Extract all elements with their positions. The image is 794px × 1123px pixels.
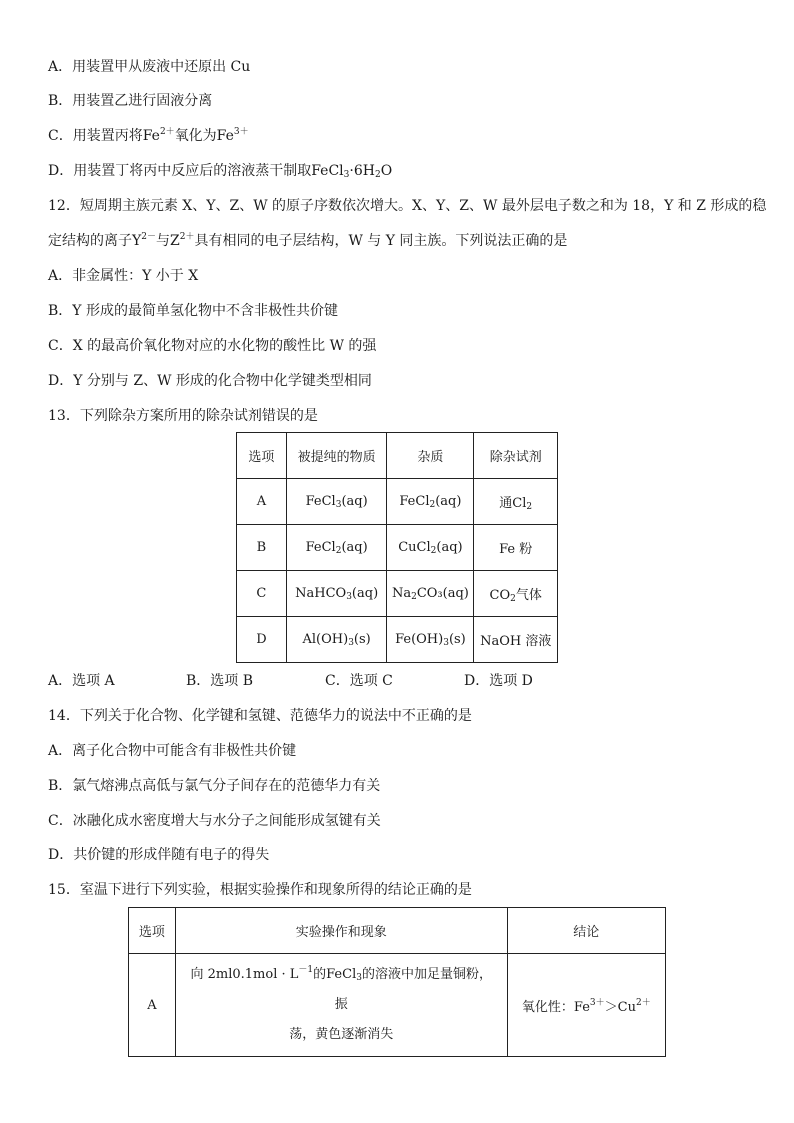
q12-option-a: A．非金属性：Y 小于 X: [48, 268, 199, 284]
q15-table: [128, 907, 666, 1057]
q12-option-d: D．Y 分别与 Z、W 形成的化合物中化学键类型相同: [48, 373, 372, 389]
q14-option-b: B．氯气熔沸点高低与氯气分子间存在的范德华力有关: [48, 778, 381, 794]
q14-option-c: C．冰融化成水密度增大与水分子之间能形成氢键有关: [48, 813, 381, 829]
table-header-row: [237, 433, 558, 479]
q11-d-text3: O: [380, 163, 393, 179]
q13-option-d: D．选项 D: [464, 673, 533, 689]
table-header-cell: 杂质: [387, 433, 474, 479]
table-cell-reagent: 通$Cl_2$: [474, 479, 558, 525]
table-cell-option: B: [237, 525, 287, 571]
q11-c-text: C．用装置丙将Fe: [48, 128, 160, 144]
table-row: [237, 525, 558, 571]
table-cell-impurity: CuCl$_2$(aq): [387, 525, 474, 571]
table-cell-impurity: $Na_2CO_3(aq)$: [387, 571, 474, 617]
table-row: [237, 617, 558, 663]
q11-c-sup2: 3＋: [233, 127, 249, 137]
table-header-cell: 选项: [129, 908, 176, 954]
q14-stem: 14．下列关于化合物、化学键和氢键、范德华力的说法中不正确的是: [48, 708, 472, 724]
table-header-cell: 选项: [237, 433, 287, 479]
table-cell-operation: 向 $2ml0.1mol \cdot L^{-1}$的FeCl$_3$的溶液中加足量铜粉，振 荡，黄色逐渐消失: [175, 954, 507, 1057]
q12-line2-text2: 与Z: [155, 233, 180, 249]
q11-option-a: A．用装置甲从废液中还原出 Cu: [48, 59, 251, 75]
table-header-cell: 结论: [507, 908, 665, 954]
q11-option-d: [48, 162, 392, 180]
q13-table: [236, 432, 558, 663]
table-header-cell: 除杂试剂: [474, 433, 558, 479]
table-cell-reagent: $CO_2$气体: [474, 571, 558, 617]
table-cell-substance: FeCl$_3$(aq): [286, 479, 387, 525]
table-cell-option: C: [237, 571, 287, 617]
q12-line2-text3: 具有相同的电子层结构，W 与 Y 同主族。下列说法正确的是: [194, 233, 568, 249]
q13-option-a: A．选项 A: [48, 673, 115, 689]
q12-line2-sup1: 2－: [141, 232, 156, 242]
q11-d-sub2: 2: [374, 170, 381, 180]
q12-line2-text: 定结构的离子Y: [48, 233, 142, 249]
q12-stem-line2: [48, 232, 567, 250]
table-cell-option: A: [129, 954, 176, 1057]
q11-d-sub: 3: [343, 170, 350, 180]
table-cell-substance: NaHCO$_3$(aq): [286, 571, 387, 617]
q12-option-c: C．X 的最高价氧化物对应的水化物的酸性比 W 的强: [48, 338, 377, 354]
q11-option-b: B．用装置乙进行固液分离: [48, 93, 213, 109]
q11-option-c: [48, 127, 249, 145]
q14-option-a: A．离子化合物中可能含有非极性共价键: [48, 743, 297, 759]
table-row: [237, 571, 558, 617]
q11-d-text2: ·6H: [349, 163, 375, 179]
q11-d-text: D．用装置丁将丙中反应后的溶液蒸干制取FeCl: [48, 163, 344, 179]
table-header-row: [129, 908, 666, 954]
q14-option-d: D．共价键的形成伴随有电子的得失: [48, 847, 270, 863]
q13-option-c: C．选项 C: [325, 673, 393, 689]
q11-c-sup1: 2＋: [159, 127, 175, 137]
table-cell-option: D: [237, 617, 287, 663]
table-cell-reagent: NaOH 溶液: [474, 617, 558, 663]
q11-c-text2: 氧化为Fe: [174, 128, 234, 144]
table-cell-substance: $Al(OH)_3(s)$: [286, 617, 387, 663]
table-cell-impurity: $Fe(OH)_3(s)$: [387, 617, 474, 663]
table-cell-option: A: [237, 479, 287, 525]
q13-stem: 13．下列除杂方案所用的除杂试剂错误的是: [48, 408, 318, 424]
q15-stem: 15．室温下进行下列实验，根据实验操作和现象所得的结论正确的是: [48, 882, 472, 898]
table-cell-substance: FeCl$_2$(aq): [286, 525, 387, 571]
table-cell-conclusion: 氧化性：$Fe^{3+}>Cu^{2+}$: [507, 954, 665, 1057]
q12-stem-line1: 12．短周期主族元素 X、Y、Z、W 的原子序数依次增大。X、Y、Z、W 最外层电子数之和为 18，Y 和 Z 形成的稳: [48, 198, 767, 214]
q12-option-b: B．Y 形成的最简单氢化物中不含非极性共价键: [48, 303, 338, 319]
table-row: [129, 954, 666, 1057]
table-row: [237, 479, 558, 525]
table-header-cell: 被提纯的物质: [286, 433, 387, 479]
q13-option-b: B．选项 B: [186, 673, 254, 689]
table-cell-impurity: FeCl$_2$(aq): [387, 479, 474, 525]
table-cell-reagent: Fe 粉: [474, 525, 558, 571]
table-header-cell: 实验操作和现象: [175, 908, 507, 954]
q12-line2-sup2: 2＋: [179, 232, 195, 242]
